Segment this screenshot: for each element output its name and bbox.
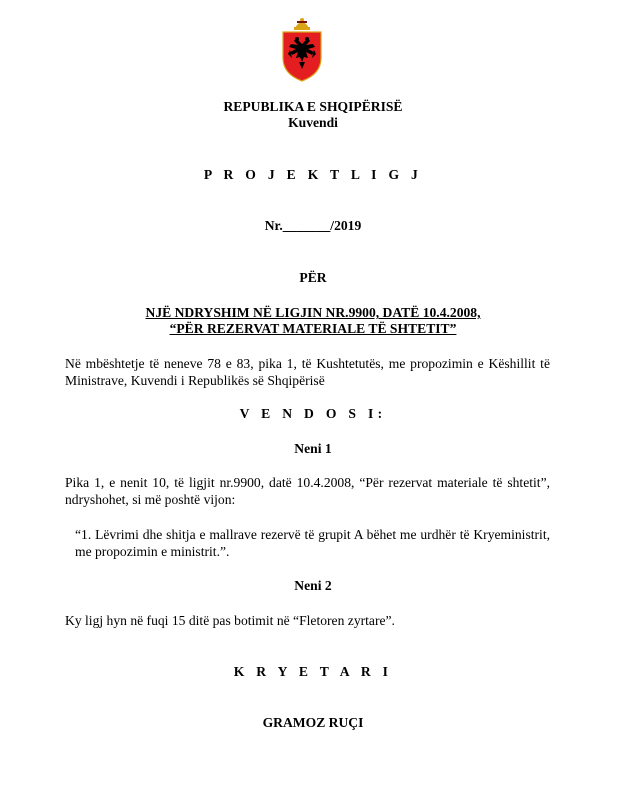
signature-role: K R Y E T A R I (233, 664, 393, 679)
article-1-text: Pika 1, e nenit 10, të ligjit nr.9900, datë 10.4.2008, “Për rezervat materiale të shtetit”, ndryshohet, si më poshtë vijon: (65, 475, 550, 507)
document-number: Nr._______/2019 (264, 218, 362, 233)
subject-line-1: NJË NDRYSHIM NË LIGJIN NR.9900, DATË 10.4.2008, (145, 305, 481, 320)
republic-heading: REPUBLIKA E SHQIPËRISË (223, 99, 403, 114)
preamble-paragraph: Në mbështetje të neneve 78 e 83, pika 1, të Kushtetutës, me propozimin e Këshillit të Ministrave, Kuvendi i Republikës së Shqipërisë (65, 356, 550, 388)
albanian-coat-of-arms-icon (282, 14, 322, 82)
article-1-title: Neni 1 (294, 441, 332, 456)
per-heading: PËR (299, 270, 327, 285)
subject-line-2: “PËR REZERVAT MATERIALE TË SHTETIT” (169, 321, 457, 336)
article-1-quote: “1. Lëvrimi dhe shitja e mallrave rezervë të grupit A bëhet me urdhër të Kryeministrit, me propozimin e ministrit.”. (75, 527, 550, 559)
institution-heading: Kuvendi (288, 115, 338, 130)
article-2-text: Ky ligj hyn në fuqi 15 ditë pas botimit në “Fletoren zyrtare”. (65, 613, 395, 628)
article-2-title: Neni 2 (294, 578, 332, 593)
decides-heading: V E N D O S I: (239, 406, 387, 421)
signature-name: GRAMOZ RUÇI (262, 715, 364, 730)
document-type: P R O J E K T L I G J (203, 167, 423, 182)
